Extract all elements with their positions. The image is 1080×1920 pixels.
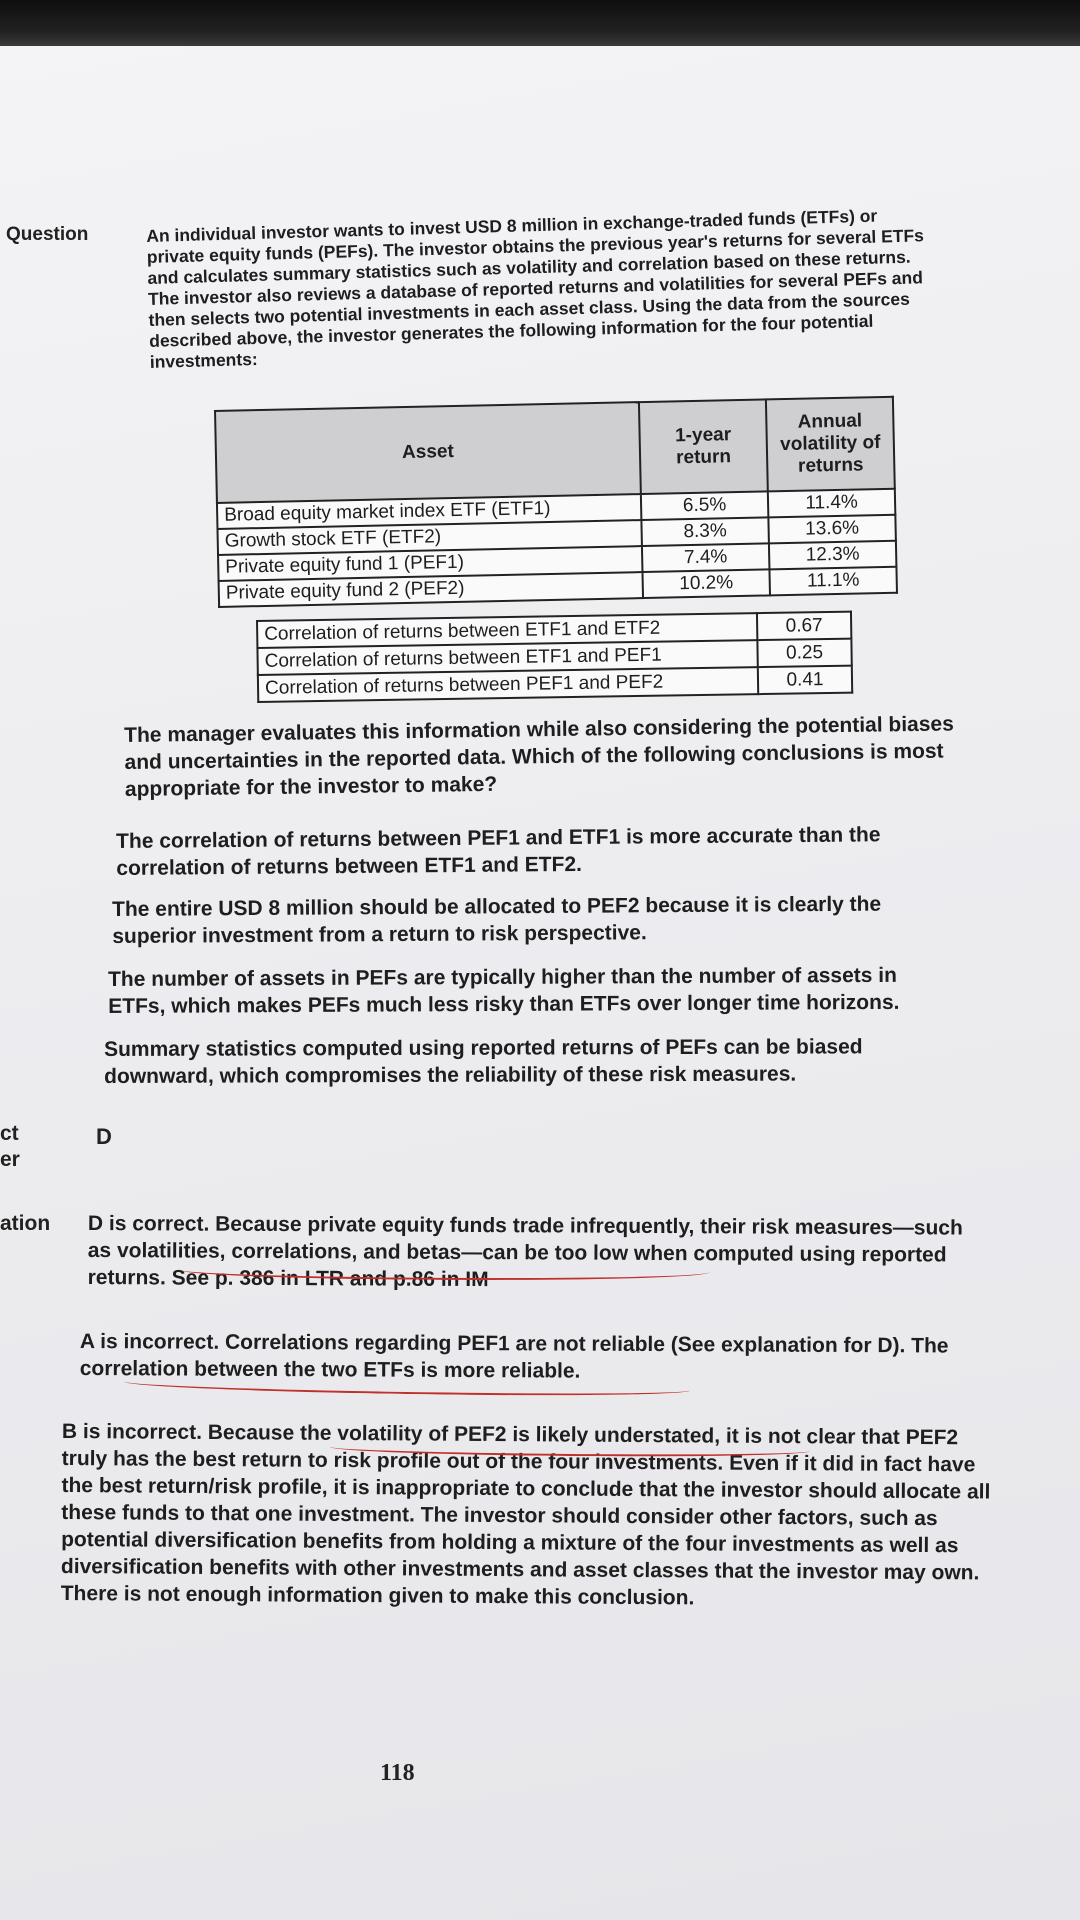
volatility-header: Annual volatility of returns (766, 397, 895, 492)
asset-name: Broad equity market index ETF (ETF1) (217, 494, 641, 529)
option-d: Summary statistics computed using reported returns of PEFs can be biased downward, which compromises the reliability of these risk measures. (104, 1035, 863, 1088)
asset-table (214, 396, 898, 608)
correlation-label: Correlation of returns between PEF1 and PEF2 (258, 667, 758, 702)
asset-name: Growth stock ETF (ETF2) (217, 520, 641, 555)
option-c: The number of assets in PEFs are typically higher than the number of assets in ETFs, which makes PEFs much less risky than ETFs over longer time horizons. (108, 963, 900, 1018)
option-b: The entire USD 8 million should be allocated to PEF2 because it is clearly the superior investment from a return to risk perspective. (112, 892, 882, 948)
asset-header: Asset (215, 402, 641, 503)
asset-volatility: 13.6% (768, 515, 896, 544)
asset-return: 10.2% (642, 569, 770, 598)
correlation-label: Correlation of returns between ETF1 and PEF1 (257, 640, 757, 675)
correct-answer: D (96, 1124, 112, 1149)
correlation-table (256, 611, 853, 703)
correct-answer-label-fragment: ct (0, 1122, 19, 1145)
asset-return: 7.4% (642, 543, 770, 572)
explanation-a: A is incorrect. Correlations regarding PEF1 are not reliable (See explanation for D). The correlation between the two ETFs is more reliable. (79, 1330, 949, 1383)
asset-volatility: 11.4% (768, 489, 896, 518)
explanation-label-fragment: ation (0, 1212, 51, 1235)
explanation-b: B is incorrect. Because the volatility of PEF2 is likely understated, it is not clear that PEF2 truly has the best return to risk profile out of the four investments. Even if it did in fact have the best return/risk profile, it is inappropriate to conclude that the investor should allocate all these funds to that one investment. The investor should consider other factors, such as potential diversification benefits from holding a mixture of the four investments as well as diversification benefits with other investments and asset classes that the investor may own. There is not enough information given to make this conclusion. (60, 1420, 991, 1610)
correlation-value: 0.41 (758, 666, 852, 694)
explanation-d: D is correct. Because private equity funds trade infrequently, their risk measures—such as volatilities, correlations, and betas—can be too low when computed using reported returns. See p. 386 in LTR and p.86 in IM (87, 1212, 963, 1292)
asset-volatility: 11.1% (769, 567, 897, 596)
option-a: The correlation of returns between PEF1 and ETF1 is more accurate than the correlation of returns between ETF1 and ETF2. (116, 823, 881, 880)
return-header: 1-year return (639, 399, 768, 494)
question-prompt: The manager evaluates this information while also considering the potential biases and uncertainties in the reported data. Which of the following conclusions is most appropriate for the investor to make? (124, 712, 954, 801)
question-text: An individual investor wants to invest USD 8 million in exchange-traded funds (ETFs) or private equity funds (PEFs). The investor obtains the previous year's returns for several ETFs and calculates summary statistics such as volatility and correlation based on these returns. The investor also reviews a database of reported returns and volatilities for several PEFs and then selects two potential investments in each asset class. Using the data from the sources described above, the investor generates the following information for the four potential investments: (146, 205, 925, 372)
asset-name: Private equity fund 1 (PEF1) (218, 546, 642, 581)
correlation-value: 0.25 (757, 639, 851, 667)
asset-volatility: 12.3% (769, 541, 897, 570)
correlation-label: Correlation of returns between ETF1 and ETF2 (257, 613, 757, 648)
page-number: 118 (380, 1760, 415, 1786)
question-label: Question (6, 224, 89, 245)
correlation-value: 0.67 (757, 612, 851, 640)
correct-answer-label-fragment: er (0, 1148, 20, 1171)
asset-table-header-row (215, 397, 895, 503)
asset-name: Private equity fund 2 (PEF2) (219, 572, 643, 607)
asset-return: 8.3% (641, 517, 769, 546)
asset-return: 6.5% (641, 491, 769, 520)
